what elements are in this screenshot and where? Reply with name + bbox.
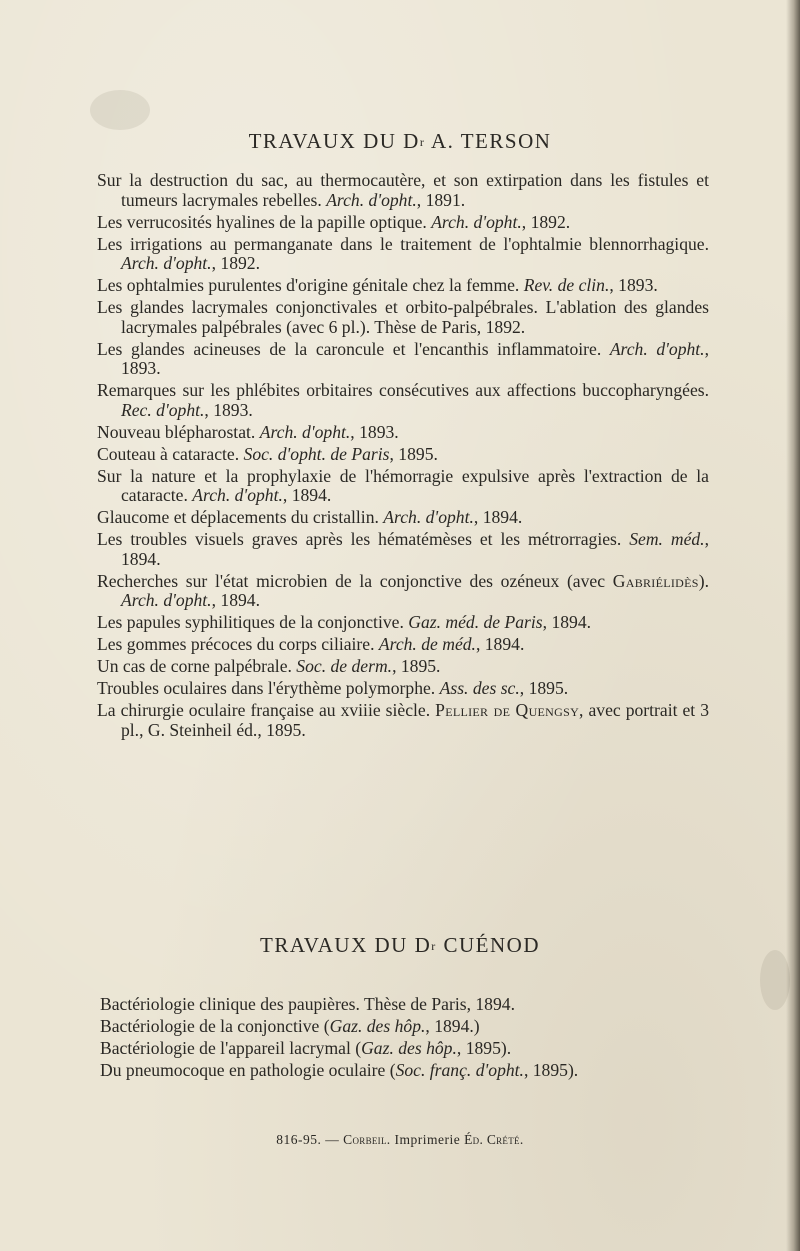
entry-text: , 1893.	[121, 338, 709, 378]
entry-source: Sem. méd.	[629, 529, 705, 549]
entry-text: , 1894.	[542, 612, 592, 632]
entry-text: Troubles oculaires dans l'érythème polymorphe.	[97, 678, 440, 698]
entry-source: Arch. d'opht.	[259, 421, 351, 442]
entry-source: Arch. d'opht.	[192, 485, 283, 505]
bibliography-entry	[100, 1061, 712, 1081]
bibliography-entry	[97, 530, 709, 569]
entry-text: , 1891.	[416, 189, 466, 210]
entry-source: Soc. de derm.	[296, 656, 393, 676]
bibliography-entry	[97, 276, 709, 296]
bibliography-entry	[97, 235, 709, 274]
entry-text: , 1893.	[204, 399, 253, 420]
entry-source: Ass. des sc.	[439, 678, 520, 698]
entry-source: Arch. d'opht.	[121, 253, 212, 273]
entry-text: , 1892.	[211, 253, 260, 273]
paper-stain	[760, 950, 790, 1010]
entry-text: Les papules syphilitiques de la conjonctive.	[97, 612, 409, 632]
entry-text: Les gommes précoces du corps ciliaire.	[97, 634, 379, 654]
entry-source: Arch. d'opht.	[326, 189, 417, 210]
bibliography-entry	[97, 445, 709, 465]
entry-source: Arch. d'opht.	[121, 590, 212, 610]
entry-text: , 1895.	[389, 443, 438, 464]
entry-source: Gaz. méd. de Paris	[408, 612, 543, 632]
section-heading-terson	[0, 129, 800, 154]
bibliography-entry	[97, 701, 709, 740]
entry-text: Couteau à cataracte.	[97, 443, 244, 464]
entry-text: , 1892.	[521, 211, 571, 232]
entry-author: Gabriélidès	[612, 570, 699, 591]
entry-source: Arch. d'opht.	[431, 211, 522, 232]
bibliography-list-terson	[97, 171, 709, 743]
bibliography-list-cuenod	[100, 995, 712, 1083]
bibliography-entry	[97, 340, 709, 379]
paper-stain	[90, 90, 150, 130]
footer-printer-name: Éd. Crété	[464, 1132, 520, 1147]
footer-end: .	[519, 1132, 524, 1147]
entry-text: Bactériologie de la conjonctive (	[100, 1016, 330, 1036]
entry-text: Les glandes lacrymales conjonctivales et orbito-palpébrales. L'ablation des glandes lacrymales palpébrales (avec 6 pl.). Thèse de Paris, 1892.	[97, 297, 709, 337]
bibliography-entry	[97, 657, 709, 677]
heading-prefix: TRAVAUX DU D	[248, 129, 420, 153]
entry-source: Gaz. des hôp.	[329, 1016, 426, 1036]
bibliography-entry	[97, 572, 709, 611]
entry-text: , 1895.	[392, 656, 441, 676]
entry-text: La chirurgie oculaire française au xviiie siècle.	[97, 700, 436, 720]
entry-source: Rec. d'opht.	[121, 399, 205, 420]
entry-text: , 1895).	[523, 1060, 579, 1080]
bibliography-entry	[100, 995, 712, 1015]
entry-text: , 1895).	[456, 1038, 512, 1058]
entry-text: , 1893.	[609, 275, 658, 295]
entry-source: Arch. de méd.	[378, 634, 476, 654]
bibliography-entry	[97, 613, 709, 633]
entry-text: Bactériologie clinique des paupières. Thèse de Paris, 1894.	[100, 994, 515, 1014]
heading-superscript: r	[431, 939, 437, 953]
printer-footer	[0, 1132, 800, 1148]
bibliography-entry	[97, 679, 709, 699]
entry-source: Arch. d'opht.	[383, 507, 474, 527]
entry-text: Sur la destruction du sac, au thermocautère, et son extirpation dans les fistules et tumeurs lacrymales rebelles.	[97, 170, 709, 210]
heading-name: CUÉNOD	[443, 933, 540, 957]
entry-text: Les irrigations au permanganate dans le traitement de l'ophtalmie blennorrhagique.	[97, 233, 709, 254]
entry-text: Les ophtalmies purulentes d'origine génitale chez la femme.	[97, 275, 524, 295]
entry-text: , 1894.	[211, 590, 260, 610]
entry-text: , 1893.	[350, 421, 399, 442]
bibliography-entry	[97, 213, 709, 233]
entry-text: Du pneumocoque en pathologie oculaire (	[100, 1060, 396, 1080]
entry-text: , 1894.	[121, 529, 709, 569]
entry-text: , 1894.	[475, 634, 525, 654]
bibliography-entry	[97, 381, 709, 420]
bibliography-entry	[97, 298, 709, 337]
entry-source: Soc. franç. d'opht.	[395, 1060, 524, 1080]
entry-text: Remarques sur les phlébites orbitaires consécutives aux affections buccopharyngées.	[97, 380, 709, 400]
heading-name: A. TERSON	[430, 129, 552, 153]
entry-text: Bactériologie de l'appareil lacrymal (	[100, 1038, 362, 1058]
bibliography-entry	[97, 423, 709, 443]
entry-source: Arch. d'opht.	[609, 338, 705, 359]
entry-source: Rev. de clin.	[523, 275, 610, 295]
bibliography-entry	[97, 171, 709, 210]
entry-text: , 1894.	[282, 485, 332, 505]
footer-printer: . Imprimerie	[386, 1132, 465, 1147]
footer-city: Corbeil	[343, 1132, 387, 1147]
bibliography-entry	[100, 1017, 712, 1037]
bibliography-entry	[97, 508, 709, 528]
entry-text: , 1895.	[519, 678, 569, 698]
entry-text: ).	[698, 570, 709, 591]
entry-text: Les troubles visuels graves après les hématémèses et les métrorragies.	[97, 529, 630, 549]
entry-text: Les verrucosités hyalines de la papille optique.	[97, 211, 432, 232]
entry-text: Nouveau blépharostat.	[97, 421, 260, 442]
entry-text: Glaucome et déplacements du cristallin.	[97, 507, 384, 527]
entry-text: Un cas de corne palpébrale.	[97, 656, 297, 676]
entry-text: Recherches sur l'état microbien de la conjonctive des ozéneux (avec	[97, 570, 613, 591]
entry-source: Soc. d'opht. de Paris	[243, 443, 390, 464]
entry-text: Sur la nature et la prophylaxie de l'hémorragie expulsive après l'extraction de la cataracte.	[97, 465, 709, 505]
heading-prefix: TRAVAUX DU D	[260, 933, 432, 957]
bibliography-entry	[100, 1039, 712, 1059]
entry-text: , 1894.	[473, 507, 523, 527]
bibliography-entry	[97, 635, 709, 655]
bibliography-entry	[97, 467, 709, 506]
footer-text: 816-95. —	[276, 1132, 344, 1147]
entry-text: , avec portrait et 3 pl., G. Steinheil éd., 1895.	[121, 700, 710, 740]
section-heading-cuenod	[0, 933, 800, 958]
heading-superscript: r	[419, 135, 426, 149]
entry-text: , 1894.)	[425, 1016, 480, 1036]
entry-text: Les glandes acineuses de la caroncule et l'encanthis inflammatoire.	[97, 338, 610, 359]
entry-author: Pellier de Quengsy	[435, 700, 580, 720]
page-edge-shadow	[786, 0, 800, 1251]
entry-source: Gaz. des hôp.	[361, 1038, 457, 1058]
